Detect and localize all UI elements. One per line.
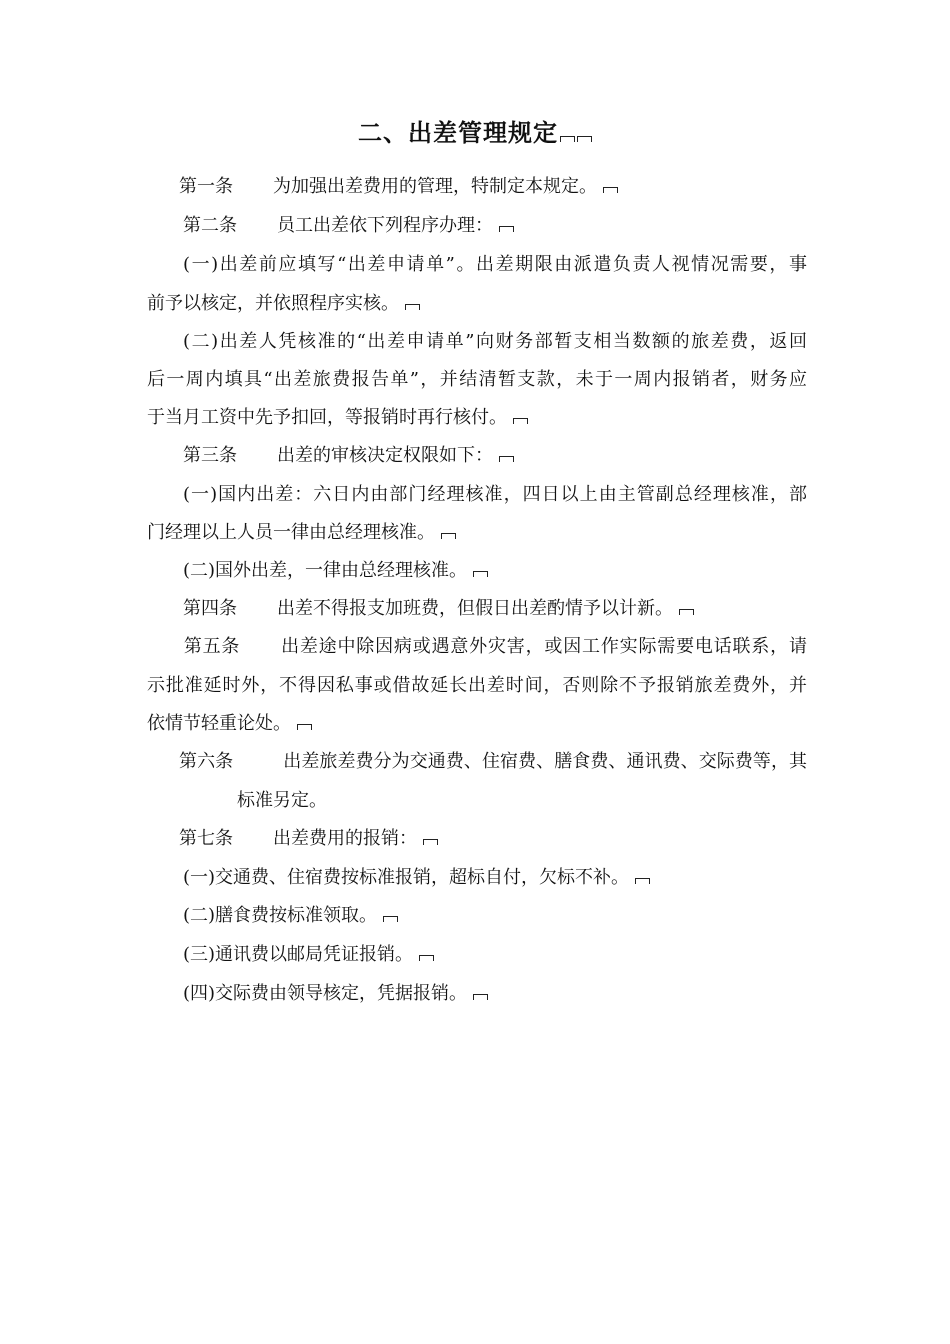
paragraph-mark-icon: [297, 724, 312, 730]
article-text: 出差旅差费分为交通费、住宿费、膳食费、通讯费、交际费等，其: [283, 751, 808, 772]
article-label: 第一条: [179, 176, 233, 197]
paragraph-mark-icon: [473, 994, 488, 1000]
article-text: 出差不得报支加班费，但假日出差酌情予以计新。: [277, 598, 673, 619]
article-2-item-2-line-1: (二)出差人凭核准的“出差申请单”向财务部暂支相当数额的旅差费，返回: [183, 331, 807, 352]
paragraph-mark-icon: [473, 571, 488, 577]
article-2-item-1-line-2: 前予以核定，并依照程序实核。: [147, 292, 807, 316]
paragraph-mark-icon: [679, 609, 694, 615]
article-text: 为加强出差费用的管理，特制定本规定。: [273, 176, 597, 197]
article-5-line-2: 示批准延时外，不得因私事或借故延长出差时间，否则除不予报销旅差费外，并: [147, 675, 807, 696]
article-text: 出差的审核决定权限如下：: [277, 445, 493, 466]
article-7: [147, 827, 807, 851]
article-3-item-2: (二)国外出差，一律由总经理核准。: [147, 559, 807, 583]
paragraph-mark-icon: [635, 878, 650, 884]
article-label: 第六条: [179, 751, 234, 772]
article-3: [147, 444, 807, 468]
article-4: [147, 597, 807, 621]
article-7-item-4: (四)交际费由领导核定，凭据报销。: [147, 982, 807, 1006]
paragraph-mark-icon: [383, 916, 398, 922]
article-2-item-2-line-2: 后一周内填具“出差旅费报告单”，并结清暂支款，未于一周内报销者，财务应: [147, 369, 807, 390]
article-text: 员工出差依下列程序办理：: [277, 215, 493, 236]
article-5-line-3: 依情节轻重论处。: [147, 712, 807, 736]
article-2: [147, 214, 807, 238]
paragraph-mark-icon: [577, 136, 592, 142]
article-text: 出差费用的报销：: [273, 828, 417, 849]
paragraph-mark-icon: [513, 418, 528, 424]
article-6-line-2: 标准另定。: [237, 790, 327, 811]
article-7-item-2: (二)膳食费按标准领取。: [147, 904, 807, 928]
article-label: 第二条: [183, 215, 237, 236]
article-label: 第三条: [183, 445, 237, 466]
article-3-item-1-line-2: 门经理以上人员一律由总经理核准。: [147, 521, 807, 545]
article-2-item-1-line-1: (一)出差前应填写“出差申请单”。出差期限由派遣负责人视情况需要，事: [183, 254, 807, 275]
article-label: 第四条: [183, 598, 237, 619]
paragraph-mark-icon: [499, 456, 514, 462]
paragraph-mark-icon: [560, 136, 575, 142]
article-1: [147, 175, 807, 199]
paragraph-mark-icon: [405, 304, 420, 310]
paragraph-mark-icon: [419, 955, 434, 961]
article-7-item-1: (一)交通费、住宿费按标准报销，超标自付，欠标不补。: [147, 866, 807, 890]
article-6-line-1: [147, 750, 807, 774]
article-2-item-2-line-3: 于当月工资中先予扣回，等报销时再行核付。: [147, 406, 807, 430]
article-5-line-1: [147, 635, 807, 659]
paragraph-mark-icon: [499, 226, 514, 232]
article-text: 出差途中除因病或遇意外灾害，或因工作实际需要电话联系，请: [280, 636, 807, 657]
article-label: 第七条: [179, 828, 233, 849]
paragraph-mark-icon: [441, 533, 456, 539]
article-label: 第五条: [183, 636, 241, 657]
document-title: 二、出差管理规定: [0, 113, 950, 148]
paragraph-mark-icon: [423, 839, 438, 845]
paragraph-mark-icon: [603, 187, 618, 193]
article-7-item-3: (三)通讯费以邮局凭证报销。: [147, 943, 807, 967]
article-3-item-1-line-1: (一)国内出差：六日内由部门经理核准，四日以上由主管副总经理核准，部: [183, 484, 807, 505]
